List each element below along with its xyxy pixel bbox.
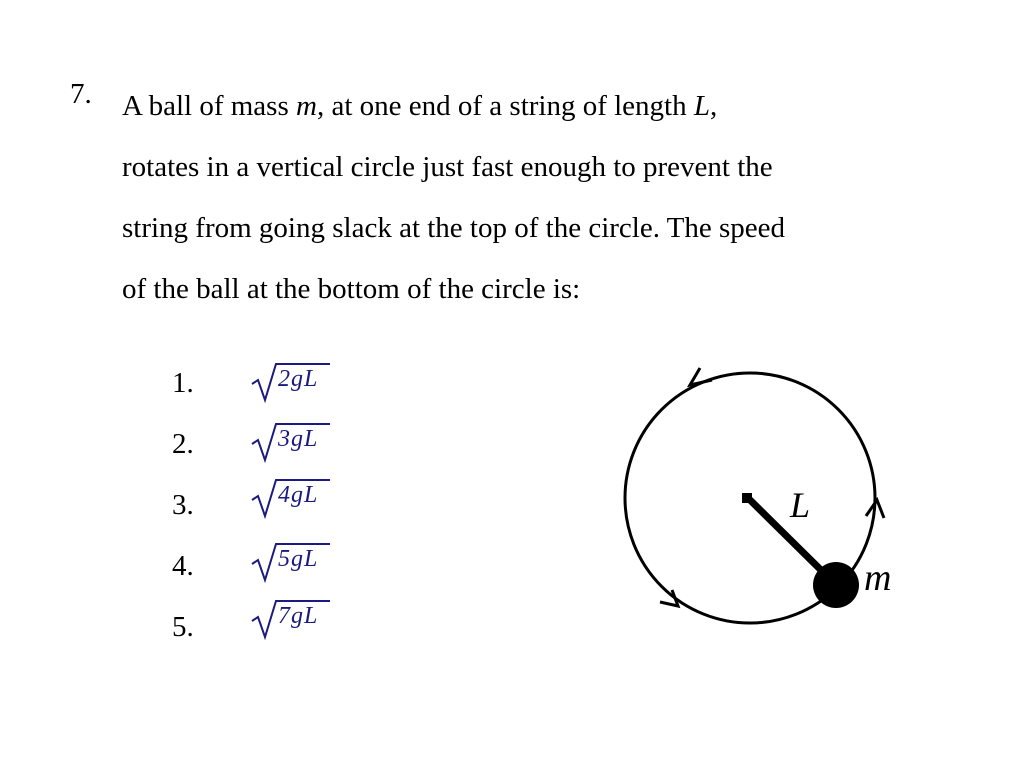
direction-arrow-top-icon xyxy=(690,368,712,385)
string xyxy=(748,498,826,575)
question-line-3: string from going slack at the top of the circle. The speed xyxy=(122,212,786,244)
choice-3-label[interactable]: 3. xyxy=(172,489,194,521)
choice-1-expression[interactable] xyxy=(250,360,340,404)
question-line-1-part-c: , at one end of a string of length xyxy=(316,90,694,122)
choice-3-expression[interactable] xyxy=(250,476,340,520)
mass-label: m xyxy=(864,557,892,599)
circular-motion-diagram xyxy=(600,350,920,640)
mass-symbol: m xyxy=(296,90,317,122)
choice-1-label[interactable]: 1. xyxy=(172,367,194,399)
choice-5-expr-text: 7gL xyxy=(278,603,319,629)
length-label: L xyxy=(790,485,811,525)
choice-2-label[interactable]: 2. xyxy=(172,428,194,460)
question-line-1 xyxy=(122,76,922,137)
question-text xyxy=(122,76,922,320)
choice-4-label[interactable]: 4. xyxy=(172,550,194,582)
choice-5-expression[interactable] xyxy=(250,597,340,641)
question-line-2: rotates in a vertical circle just fast enough to prevent the xyxy=(122,151,773,183)
choice-2-expression[interactable] xyxy=(250,420,340,464)
choice-2-expr-text: 3gL xyxy=(278,426,319,452)
choice-4-expression[interactable] xyxy=(250,540,340,584)
question-line-1-part-a: A ball of mass xyxy=(122,90,296,122)
ball xyxy=(813,562,859,608)
question-number: 7. xyxy=(70,78,92,110)
choice-4-expr-text: 5gL xyxy=(278,546,319,572)
choice-5-label[interactable]: 5. xyxy=(172,611,194,643)
question-line-4: of the ball at the bottom of the circle is: xyxy=(122,273,581,305)
choice-3-expr-text: 4gL xyxy=(278,482,319,508)
choice-1-expr-text: 2gL xyxy=(278,366,319,392)
length-symbol: L xyxy=(693,90,710,122)
question-line-1-part-e: , xyxy=(710,90,718,122)
